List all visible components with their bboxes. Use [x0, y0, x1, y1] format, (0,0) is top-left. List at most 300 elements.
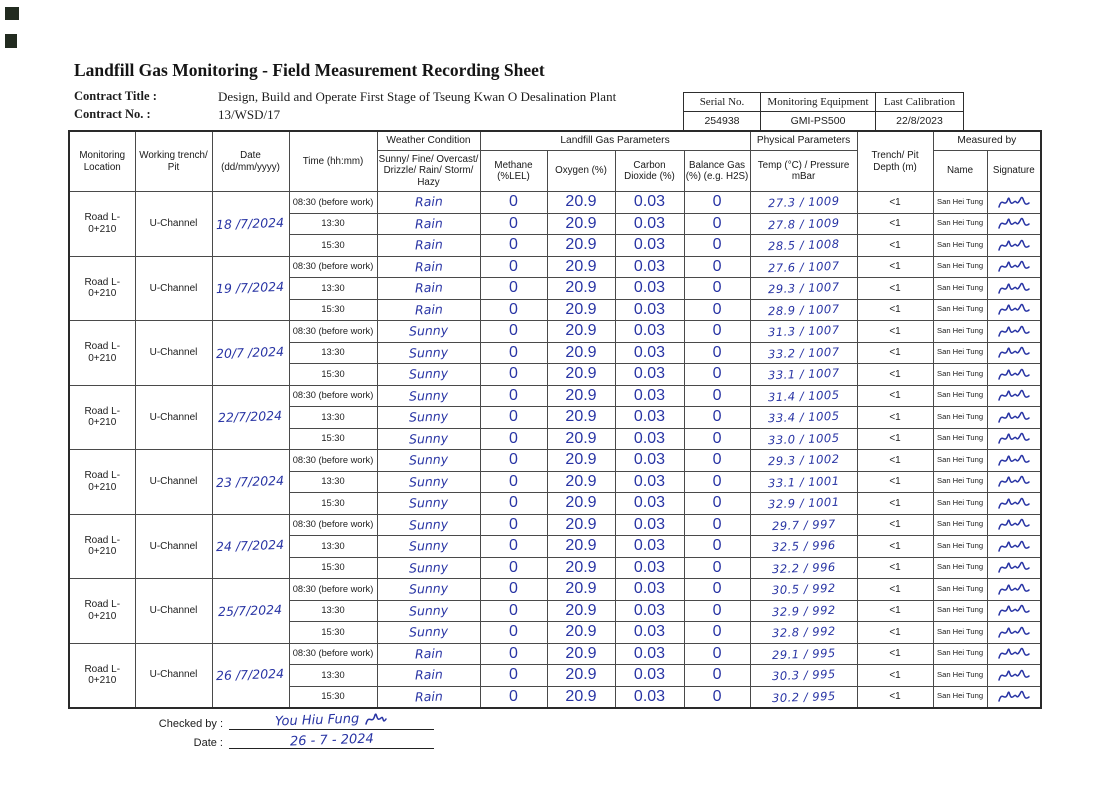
weather-cell: [377, 686, 480, 708]
table-row: [69, 643, 1041, 665]
temp-pressure-cell-value: 29.1 / 995: [771, 645, 836, 662]
monitoring-equipment-value: GMI-PS500: [761, 112, 876, 131]
signature-cell: [987, 622, 1041, 644]
temp-pressure-cell: [750, 557, 857, 579]
time-cell: 08:30 (before work): [289, 514, 377, 536]
date-cell-value: 23 /7/2024: [216, 472, 285, 490]
oxygen-cell: 20.9: [547, 665, 615, 687]
methane-cell: 0: [480, 514, 547, 536]
date-cell: [212, 385, 289, 450]
balance-gas-cell: 0: [684, 321, 750, 343]
oxygen-cell: 20.9: [547, 235, 615, 257]
signature-cell: [987, 643, 1041, 665]
co2-cell: 0.03: [615, 364, 684, 386]
weather-cell: [377, 622, 480, 644]
weather-cell-value: Sunny: [408, 451, 449, 468]
balance-gas-cell: 0: [684, 665, 750, 687]
methane-cell: 0: [480, 493, 547, 515]
co2-cell: 0.03: [615, 579, 684, 601]
checker-signature-scribble: [362, 710, 388, 728]
depth-cell: <1: [857, 686, 933, 708]
balance-gas-cell: 0: [684, 192, 750, 214]
weather-cell-value: Rain: [414, 666, 443, 683]
name-cell: San Hei Tung: [933, 514, 987, 536]
weather-cell: [377, 514, 480, 536]
co2-cell: 0.03: [615, 665, 684, 687]
temp-pressure-cell: [750, 192, 857, 214]
signature-cell: [987, 299, 1041, 321]
depth-cell: <1: [857, 600, 933, 622]
temp-pressure-cell-value: 33.1 / 1007: [767, 366, 840, 383]
time-cell: 08:30 (before work): [289, 385, 377, 407]
co2-cell: 0.03: [615, 428, 684, 450]
page-title: Landfill Gas Monitoring - Field Measurement Recording Sheet: [74, 60, 545, 80]
oxygen-cell: 20.9: [547, 428, 615, 450]
oxygen-cell: 20.9: [547, 643, 615, 665]
oxygen-cell: 20.9: [547, 450, 615, 472]
balance-gas-cell: 0: [684, 256, 750, 278]
table-row: [69, 450, 1041, 472]
working-trench-cell: U-Channel: [135, 385, 212, 450]
temp-pressure-cell-value: 30.5 / 992: [771, 581, 836, 598]
co2-cell: 0.03: [615, 407, 684, 429]
time-cell: 13:30: [289, 600, 377, 622]
time-cell: 15:30: [289, 493, 377, 515]
co2-cell: 0.03: [615, 192, 684, 214]
signature-scribble: [997, 194, 1031, 211]
signature-scribble: [997, 473, 1031, 490]
signature-scribble: [997, 452, 1031, 469]
depth-cell: <1: [857, 450, 933, 472]
working-trench-cell: U-Channel: [135, 450, 212, 515]
oxygen-cell: 20.9: [547, 299, 615, 321]
methane-cell: 0: [480, 665, 547, 687]
time-cell: 15:30: [289, 364, 377, 386]
signature-scribble: [997, 409, 1031, 426]
methane-cell: 0: [480, 471, 547, 493]
co2-cell: 0.03: [615, 256, 684, 278]
weather-cell-value: Sunny: [408, 537, 449, 554]
time-cell: 15:30: [289, 557, 377, 579]
time-cell: 15:30: [289, 428, 377, 450]
co2-cell: 0.03: [615, 600, 684, 622]
serial-no-header: Serial No.: [684, 93, 761, 112]
weather-cell-value: Sunny: [408, 602, 449, 619]
signature-scribble: [997, 602, 1031, 619]
temp-pressure-cell-value: 33.4 / 1005: [767, 409, 840, 426]
time-cell: 13:30: [289, 407, 377, 429]
signature-cell: [987, 364, 1041, 386]
trench-depth-header: Trench/ Pit Depth (m): [857, 131, 933, 192]
time-cell: 15:30: [289, 299, 377, 321]
name-cell: San Hei Tung: [933, 493, 987, 515]
weather-cell-value: Rain: [414, 688, 443, 704]
weather-cell-value: Rain: [414, 258, 443, 275]
depth-cell: <1: [857, 278, 933, 300]
weather-cell-value: Sunny: [408, 430, 449, 447]
weather-cell: [377, 579, 480, 601]
weather-cell-value: Sunny: [408, 344, 449, 361]
signature-scribble: [997, 215, 1031, 232]
depth-cell: <1: [857, 364, 933, 386]
balance-gas-cell: 0: [684, 686, 750, 708]
signature-cell: [987, 235, 1041, 257]
temp-pressure-cell: [750, 235, 857, 257]
temp-pressure-cell: [750, 342, 857, 364]
temp-pressure-cell-value: 33.0 / 1005: [767, 430, 840, 447]
weather-cell: [377, 235, 480, 257]
time-cell: 13:30: [289, 342, 377, 364]
contract-no-label: Contract No. :: [74, 107, 151, 121]
equipment-info-table: [683, 92, 964, 131]
signature-scribble: [997, 301, 1031, 318]
methane-cell: 0: [480, 643, 547, 665]
weather-cell: [377, 213, 480, 235]
weather-cell: [377, 493, 480, 515]
table-row: [69, 514, 1041, 536]
signature-cell: [987, 278, 1041, 300]
methane-cell: 0: [480, 600, 547, 622]
weather-cell: [377, 321, 480, 343]
weather-cell-value: Sunny: [408, 408, 449, 425]
depth-cell: <1: [857, 643, 933, 665]
date-cell: [212, 192, 289, 257]
date-cell-value: 20/7 /2024: [216, 343, 285, 361]
methane-cell: 0: [480, 192, 547, 214]
co2-cell: 0.03: [615, 385, 684, 407]
depth-cell: <1: [857, 622, 933, 644]
oxygen-cell: 20.9: [547, 192, 615, 214]
temp-pressure-cell: [750, 493, 857, 515]
table-row: [69, 256, 1041, 278]
name-cell: San Hei Tung: [933, 450, 987, 472]
oxygen-cell: 20.9: [547, 600, 615, 622]
signature-cell: [987, 213, 1041, 235]
name-cell: San Hei Tung: [933, 321, 987, 343]
temp-pressure-cell-value: 31.3 / 1007: [767, 323, 840, 340]
signature-cell: [987, 385, 1041, 407]
balance-gas-cell: 0: [684, 514, 750, 536]
weather-cell: [377, 364, 480, 386]
weather-cell: [377, 256, 480, 278]
balance-gas-cell: 0: [684, 579, 750, 601]
name-cell: San Hei Tung: [933, 192, 987, 214]
oxygen-cell: 20.9: [547, 278, 615, 300]
balance-gas-cell: 0: [684, 278, 750, 300]
co2-cell: 0.03: [615, 299, 684, 321]
temp-pressure-cell: [750, 579, 857, 601]
temp-pressure-cell: [750, 514, 857, 536]
weather-cell: [377, 665, 480, 687]
temp-pressure-cell-value: 29.3 / 1002: [767, 452, 840, 469]
name-cell: San Hei Tung: [933, 342, 987, 364]
weather-cell: [377, 407, 480, 429]
oxygen-cell: 20.9: [547, 557, 615, 579]
weather-cell: [377, 385, 480, 407]
weather-cell-value: Sunny: [408, 365, 449, 382]
oxygen-cell: 20.9: [547, 342, 615, 364]
methane-cell: 0: [480, 536, 547, 558]
methane-cell: 0: [480, 407, 547, 429]
temp-pressure-cell-value: 30.3 / 995: [771, 667, 836, 684]
methane-cell: 0: [480, 299, 547, 321]
co2-cell: 0.03: [615, 213, 684, 235]
name-cell: San Hei Tung: [933, 299, 987, 321]
time-cell: 15:30: [289, 622, 377, 644]
working-trench-cell: U-Channel: [135, 256, 212, 321]
temp-pressure-cell-value: 28.5 / 1008: [767, 237, 840, 254]
records-body: [69, 192, 1041, 708]
weather-cell: [377, 471, 480, 493]
co2-cell: 0.03: [615, 321, 684, 343]
name-cell: San Hei Tung: [933, 665, 987, 687]
signature-scribble: [997, 344, 1031, 361]
depth-cell: <1: [857, 536, 933, 558]
co2-cell: 0.03: [615, 686, 684, 708]
signature-scribble: [997, 538, 1031, 555]
methane-cell: 0: [480, 385, 547, 407]
balance-gas-header: Balance Gas (%) (e.g. H2S): [684, 151, 750, 192]
weather-cell-value: Sunny: [408, 387, 449, 404]
methane-cell: 0: [480, 213, 547, 235]
depth-cell: <1: [857, 256, 933, 278]
monitoring-location-cell: Road L-0+210: [69, 385, 135, 450]
weather-cell-value: Rain: [414, 279, 443, 296]
temp-pressure-cell-value: 27.6 / 1007: [767, 258, 840, 275]
temp-pressure-cell: [750, 278, 857, 300]
weather-cell: [377, 536, 480, 558]
checked-by-label: Checked by :: [158, 718, 223, 730]
signature-scribble: [997, 323, 1031, 340]
working-trench-header: Working trench/ Pit: [135, 131, 212, 192]
name-cell: San Hei Tung: [933, 536, 987, 558]
temp-pressure-cell-value: 32.9 / 992: [771, 602, 836, 619]
date-cell-value: 24 /7/2024: [216, 537, 285, 555]
signature-scribble: [997, 559, 1031, 576]
balance-gas-cell: 0: [684, 428, 750, 450]
temp-pressure-cell-value: 32.2 / 996: [771, 559, 836, 576]
checked-by-line: [229, 710, 434, 730]
weather-cell: [377, 342, 480, 364]
signature-cell: [987, 407, 1041, 429]
time-cell: 15:30: [289, 235, 377, 257]
signature-cell: [987, 321, 1041, 343]
monitoring-location-header: Monitoring Location: [69, 131, 135, 192]
methane-cell: 0: [480, 256, 547, 278]
checked-date-line: [229, 731, 434, 750]
temp-pressure-cell: [750, 385, 857, 407]
signature-cell: [987, 514, 1041, 536]
signature-cell: [987, 450, 1041, 472]
methane-cell: 0: [480, 622, 547, 644]
date-cell-value: 19 /7/2024: [216, 279, 285, 297]
temp-pressure-cell: [750, 471, 857, 493]
depth-cell: <1: [857, 579, 933, 601]
oxygen-cell: 20.9: [547, 686, 615, 708]
serial-no-value: 254938: [684, 112, 761, 131]
temp-pressure-cell: [750, 364, 857, 386]
date-cell: [212, 256, 289, 321]
weather-cell-value: Sunny: [408, 559, 449, 576]
balance-gas-cell: 0: [684, 471, 750, 493]
name-header: Name: [933, 151, 987, 192]
signature-scribble: [997, 237, 1031, 254]
name-cell: San Hei Tung: [933, 557, 987, 579]
depth-cell: <1: [857, 407, 933, 429]
weather-cell-value: Rain: [414, 193, 443, 210]
balance-gas-cell: 0: [684, 407, 750, 429]
co2-cell: 0.03: [615, 235, 684, 257]
time-cell: 13:30: [289, 278, 377, 300]
temp-pressure-cell-value: 30.2 / 995: [771, 688, 836, 705]
time-cell: 08:30 (before work): [289, 321, 377, 343]
monitoring-location-cell: Road L-0+210: [69, 514, 135, 579]
last-calibration-header: Last Calibration: [876, 93, 964, 112]
balance-gas-cell: 0: [684, 299, 750, 321]
oxygen-cell: 20.9: [547, 514, 615, 536]
temp-pressure-cell-value: 33.1 / 1001: [767, 473, 840, 490]
temp-pressure-cell: [750, 407, 857, 429]
monitoring-location-cell: Road L-0+210: [69, 321, 135, 386]
weather-cell: [377, 450, 480, 472]
scan-artifact-mark: [5, 34, 17, 48]
co2-cell: 0.03: [615, 514, 684, 536]
depth-cell: <1: [857, 385, 933, 407]
carbon-dioxide-header: Carbon Dioxide (%): [615, 151, 684, 192]
checked-date-value: 26 - 7 - 2024: [289, 731, 374, 750]
weather-cell-value: Sunny: [408, 516, 449, 533]
depth-cell: <1: [857, 235, 933, 257]
signature-cell: [987, 493, 1041, 515]
name-cell: San Hei Tung: [933, 407, 987, 429]
balance-gas-cell: 0: [684, 536, 750, 558]
balance-gas-cell: 0: [684, 364, 750, 386]
checked-date-label: Date :: [193, 737, 223, 749]
signature-scribble: [997, 430, 1031, 447]
methane-cell: 0: [480, 428, 547, 450]
co2-cell: 0.03: [615, 622, 684, 644]
signature-cell: [987, 428, 1041, 450]
balance-gas-cell: 0: [684, 235, 750, 257]
table-row: [69, 385, 1041, 407]
time-cell: 13:30: [289, 665, 377, 687]
depth-cell: <1: [857, 665, 933, 687]
monitoring-equipment-header: Monitoring Equipment: [761, 93, 876, 112]
date-cell: [212, 321, 289, 386]
temp-pressure-cell: [750, 600, 857, 622]
contract-title-label: Contract Title :: [74, 89, 157, 103]
weather-options-header: Sunny/ Fine/ Overcast/ Drizzle/ Rain/ Storm/ Hazy: [377, 151, 480, 192]
signature-cell: [987, 192, 1041, 214]
oxygen-cell: 20.9: [547, 321, 615, 343]
weather-cell: [377, 600, 480, 622]
signature-cell: [987, 256, 1041, 278]
temp-pressure-cell-value: 33.2 / 1007: [767, 344, 840, 361]
time-cell: 13:30: [289, 536, 377, 558]
signature-header: Signature: [987, 151, 1041, 192]
balance-gas-cell: 0: [684, 493, 750, 515]
balance-gas-cell: 0: [684, 557, 750, 579]
name-cell: San Hei Tung: [933, 428, 987, 450]
contract-title-value: Design, Build and Operate First Stage of Tseung Kwan O Desalination Plant: [218, 89, 617, 104]
methane-cell: 0: [480, 321, 547, 343]
temp-pressure-cell-value: 27.8 / 1009: [767, 215, 840, 232]
working-trench-cell: U-Channel: [135, 514, 212, 579]
working-trench-cell: U-Channel: [135, 321, 212, 386]
methane-cell: 0: [480, 364, 547, 386]
signature-cell: [987, 471, 1041, 493]
depth-cell: <1: [857, 471, 933, 493]
date-cell: [212, 514, 289, 579]
methane-cell: 0: [480, 278, 547, 300]
time-cell: 08:30 (before work): [289, 579, 377, 601]
monitoring-location-cell: Road L-0+210: [69, 192, 135, 257]
weather-cell: [377, 428, 480, 450]
co2-cell: 0.03: [615, 536, 684, 558]
methane-header: Methane (%LEL): [480, 151, 547, 192]
monitoring-location-cell: Road L-0+210: [69, 643, 135, 708]
signature-scribble: [997, 258, 1031, 275]
oxygen-cell: 20.9: [547, 493, 615, 515]
signature-scribble: [997, 387, 1031, 404]
time-cell: 08:30 (before work): [289, 256, 377, 278]
temp-pressure-cell-value: 29.7 / 997: [771, 516, 836, 533]
date-cell: [212, 579, 289, 644]
temp-pressure-cell: [750, 299, 857, 321]
name-cell: San Hei Tung: [933, 643, 987, 665]
name-cell: San Hei Tung: [933, 622, 987, 644]
working-trench-cell: U-Channel: [135, 643, 212, 708]
depth-cell: <1: [857, 342, 933, 364]
methane-cell: 0: [480, 579, 547, 601]
co2-cell: 0.03: [615, 493, 684, 515]
last-calibration-value: 22/8/2023: [876, 112, 964, 131]
co2-cell: 0.03: [615, 342, 684, 364]
balance-gas-cell: 0: [684, 342, 750, 364]
working-trench-cell: U-Channel: [135, 192, 212, 257]
date-cell-value: 26 /7/2024: [216, 665, 285, 684]
scan-artifact-mark: [5, 7, 19, 20]
temp-pressure-cell: [750, 686, 857, 708]
date-header: Date (dd/mm/yyyy): [212, 131, 289, 192]
depth-cell: <1: [857, 557, 933, 579]
methane-cell: 0: [480, 342, 547, 364]
oxygen-cell: 20.9: [547, 364, 615, 386]
oxygen-cell: 20.9: [547, 256, 615, 278]
time-header: Time (hh:mm): [289, 131, 377, 192]
temp-pressure-cell: [750, 622, 857, 644]
oxygen-cell: 20.9: [547, 622, 615, 644]
signature-scribble: [997, 581, 1031, 598]
name-cell: San Hei Tung: [933, 364, 987, 386]
temp-pressure-cell-value: 31.4 / 1005: [767, 387, 840, 404]
co2-cell: 0.03: [615, 643, 684, 665]
name-cell: San Hei Tung: [933, 256, 987, 278]
monitoring-location-cell: Road L-0+210: [69, 450, 135, 515]
depth-cell: <1: [857, 299, 933, 321]
signature-cell: [987, 600, 1041, 622]
oxygen-cell: 20.9: [547, 579, 615, 601]
co2-cell: 0.03: [615, 471, 684, 493]
temp-pressure-cell-value: 32.8 / 992: [771, 624, 836, 641]
oxygen-cell: 20.9: [547, 385, 615, 407]
oxygen-cell: 20.9: [547, 536, 615, 558]
temp-pressure-cell: [750, 428, 857, 450]
temp-pressure-cell-value: 27.3 / 1009: [767, 194, 840, 211]
temp-pressure-cell: [750, 536, 857, 558]
co2-cell: 0.03: [615, 278, 684, 300]
weather-condition-header: Weather Condition: [377, 131, 480, 151]
